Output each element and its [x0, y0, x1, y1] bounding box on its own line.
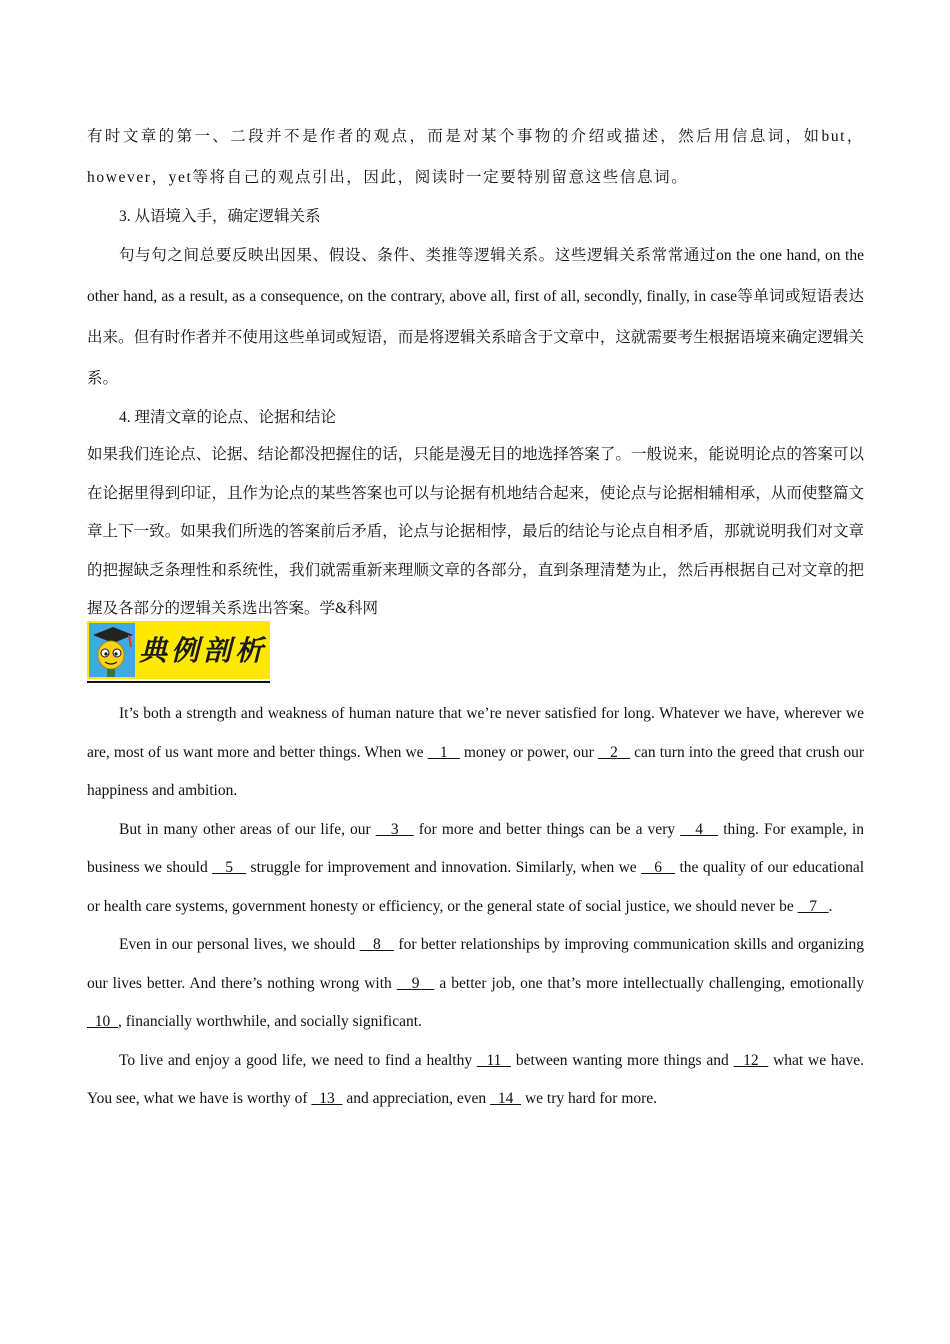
passage-paragraph-3: Even in our personal lives, we should 8 for better relationships by improving communication skills and organizing our lives better. And there’s nothing wrong with 9 a better job, one that’s more intellectually challenging, emotionally 10 , financially worthwhile, and socially significant. — [87, 936, 865, 1030]
banner-title: 典例剖析 — [139, 634, 268, 667]
blank-11[interactable]: 11 — [486, 1051, 502, 1069]
example-analysis-banner — [87, 621, 270, 683]
blank-8[interactable]: 8 — [372, 936, 381, 953]
blank-10[interactable]: 10 — [94, 1013, 111, 1030]
graduate-cartoon-icon — [89, 623, 135, 677]
argument-paragraph: 如果我们连论点、论据、结论都没把握住的话，只能是漫无目的地选择答案了。一般说来，能说明论点的答案可以在论据里得到印证，且作为论点的某些答案也可以与论据有机地结合起来，使论点与论据相辅相承，从而使整篇文章上下一致。如果我们所选的答案前后矛盾，论点与论据相悖，最后的结论与论点自相矛盾，那就说明我们对文章的把握缺乏条理性和系统性，我们就需重新来理顺文章的各部分，直到条理清楚为止，然后再根据自己对文章的把握及各部分的逻辑关系选出答案。学&科网 — [87, 446, 864, 617]
example-passage — [87, 695, 864, 1119]
blank-14[interactable]: 14 — [497, 1090, 514, 1107]
intro-paragraph: 有时文章的第一、二段并不是作者的观点，而是对某个事物的介绍或描述，然后用信息词，如but，however，yet等将自己的观点引出，因此，阅读时一定要特别留意这些信息词。 — [87, 128, 864, 186]
logic-paragraph: 句与句之间总要反映出因果、假设、条件、类推等逻辑关系。这些逻辑关系常常通过on the one hand, on the other hand, as a result, as a consequence, on the contrary, above all, first of all, secondly, finally, in case等单词或短语表达出来。但有时作者并不使用这些单词或短语，而是将逻辑关系暗含于文章中，这就需要考生根据语境来确定逻辑关系。 — [87, 247, 864, 387]
blank-5[interactable]: 5 — [225, 859, 234, 876]
strategy-section — [87, 116, 864, 629]
passage-paragraph-4: To live and enjoy a good life, we need to find a healthy 11 between wanting more things and 12 what we have. You see, what we have is worthy of 13 and appreciation, even 14 we try hard for more. — [87, 1051, 865, 1107]
heading-4: 4. 理清文章的论点、论据和结论 — [119, 409, 337, 426]
passage-paragraph-1: It’s both a strength and weakness of human nature that we’re never satisfied for long. Whatever we have, wherever we are, most of us want more and better things. When we 1 money or power, our 2 can turn into the greed that crush our happiness and ambition. — [87, 705, 865, 799]
passage-paragraph-2: But in many other areas of our life, our 3 for more and better things can be a very 4 thing. For example, in business we should 5 struggle for improvement and innovation. Similarly, when we 6 the quality of our educational or health care systems, government honesty or efficiency, or the general state of social justice, we should never be 7 . — [87, 820, 865, 915]
blank-13[interactable]: 13 — [319, 1090, 335, 1107]
blank-7[interactable]: 7 — [809, 897, 817, 915]
blank-12[interactable]: 12 — [743, 1051, 759, 1069]
blank-6[interactable]: 6 — [654, 859, 662, 876]
blank-4[interactable]: 4 — [695, 820, 704, 838]
blank-1[interactable]: 1 — [439, 743, 448, 761]
blank-9[interactable]: 9 — [411, 974, 420, 992]
heading-3: 3. 从语境入手，确定逻辑关系 — [119, 208, 321, 225]
blank-3[interactable]: 3 — [390, 820, 399, 838]
blank-2[interactable]: 2 — [610, 743, 618, 761]
